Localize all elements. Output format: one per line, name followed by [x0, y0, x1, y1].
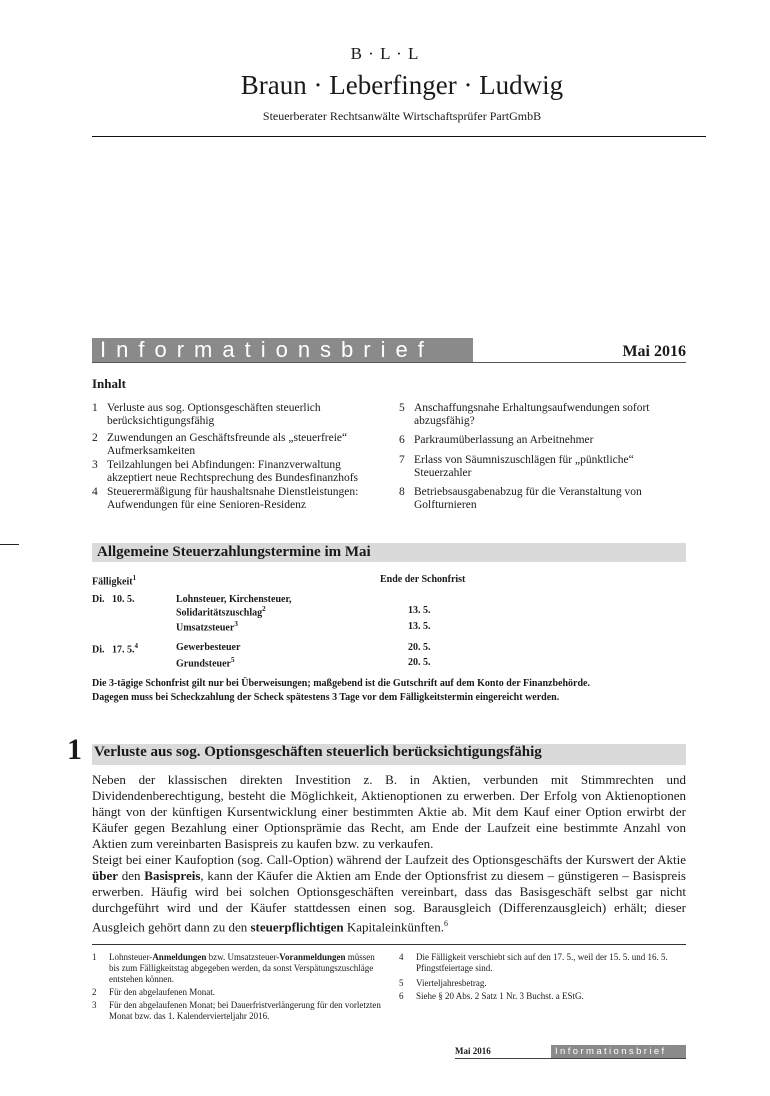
toc-number: 8: [399, 486, 405, 498]
toc-item[interactable]: [399, 486, 661, 511]
firm-monogram: B · L · L: [350, 44, 420, 63]
toc-label: Betriebsausgabenabzug für die Veranstaltung von Golfturnieren: [414, 486, 642, 511]
margin-fold-mark: [0, 544, 19, 545]
footnote: 4 Die Fälligkeit verschiebt sich auf den 17. 5., weil der 15. 5. und 16. 5. Pfingstfeiertage sind.: [399, 952, 668, 973]
toc-label: Steuerermäßigung für haushaltsnahe Dienstleistungen: Aufwendungen für eine Senioren-Residenz: [107, 486, 359, 511]
toc-number: 3: [92, 459, 98, 471]
grace-date: 20. 5.: [408, 657, 431, 668]
newsletter-banner: Informationsbrief: [92, 338, 473, 362]
firm-subtitle: Steuerberater Rechtsanwälte Wirtschaftsprüfer PartGmbB: [262, 109, 542, 123]
grace-date: 20. 5.: [408, 642, 431, 653]
toc-item[interactable]: [399, 454, 649, 479]
banner-divider: [92, 362, 686, 363]
toc-item[interactable]: [399, 402, 663, 427]
grace-period-note: Dagegen muss bei Scheckzahlung der Scheck spätestens 3 Tage vor dem Fälligkeitstermin eingereicht werden.: [92, 692, 560, 703]
article-number: 1: [67, 733, 82, 766]
letterhead-divider: [92, 136, 706, 137]
footnote: 6 Siehe § 20 Abs. 2 Satz 1 Nr. 3 Buchst. a EStG.: [399, 991, 584, 1001]
toc-number: 6: [399, 434, 405, 446]
toc-label: Teilzahlungen bei Abfindungen: Finanzverwaltung akzeptiert neue Rechtsprechung des Bundesfinanzhofs: [107, 459, 358, 484]
toc-number: 2: [92, 432, 98, 444]
column-header-grace: Ende der Schonfrist: [380, 574, 466, 585]
tax-type: Grundsteuer$^5$: [176, 656, 235, 670]
due-date: Di. 10. 5.: [92, 594, 135, 605]
firm-name: Braun · Leberfinger · Ludwig: [240, 70, 564, 100]
grace-period-note: Die 3-tägige Schonfrist gilt nur bei Überweisungen; maßgebend ist die Gutschrift auf dem Konto der Finanzbehörde.: [92, 678, 590, 689]
article-paragraph: Steigt bei einer Kaufoption (sog. Call-Option) während der Laufzeit des Optionsgeschäfts der Kurswert der Aktie über den Basispreis, kann der Käufer die Aktien am Ende der Optionsfrist zu diesem – günstigeren – Basispreis erwerben. Häufig wird bei solchen Optionsgeschäften vereinbart, dass das Basisgeschäft selbst gar nicht durchgeführt wird und der Käufer stattdessen einen sog. Barausgleich (Differenzausgleich) erhält; dieser Ausgleich gehört dann zu den steuerpflichtigen Kapitaleinkünften.$^6$: [92, 852, 686, 935]
footnote: 5 Vierteljahresbetrag.: [399, 978, 487, 988]
toc-label: Parkraumüberlassung an Arbeitnehmer: [414, 434, 594, 446]
toc-label: Zuwendungen an Geschäftsfreunde als „steuerfreie“ Aufmerksamkeiten: [107, 432, 348, 457]
toc-label: Anschaffungsnahe Erhaltungsaufwendungen sofort abzugsfähig?: [414, 402, 650, 427]
tax-type: Lohnsteuer, Kirchensteuer,: [176, 594, 292, 605]
footer-banner: Informationsbrief: [551, 1045, 686, 1058]
toc-item[interactable]: [92, 432, 354, 457]
footnote: 3 Für den abgelaufenen Monat; bei Dauerfristverlängerung für den vorletzten Monat bzw. das 1. Kalendervierteljahr 2016.: [92, 1000, 381, 1021]
newsletter-date: Mai 2016: [622, 343, 686, 360]
toc-item[interactable]: [399, 434, 679, 447]
column-header-due: Fälligkeit$^1$: [92, 574, 137, 588]
tax-type: Umsatzsteuer$^3$: [176, 620, 238, 634]
toc-label: Verluste aus sog. Optionsgeschäften steuerlich berücksichtigungsfähig: [107, 402, 321, 427]
footer-date: Mai 2016: [455, 1046, 491, 1056]
footnote-divider: [92, 944, 686, 945]
toc-label: Erlass von Säumniszuschlägen für „pünktliche“ Steuerzahler: [414, 454, 634, 479]
article-paragraph: Neben der klassischen direkten Investition z. B. in Aktien, verbunden mit Stimmrechten und Dividendenberechtigung, besteht die Möglichkeit, Aktienoptionen zu erwerben. Der Erfolg von Aktienoptionen hängt von der künftigen Kursentwicklung einer bestimmten Aktie ab. Mit dem Kauf einer Option erwirbt der Käufer gegen Bezahlung einer Optionsprämie das Recht, am Ende der Laufzeit eine bestimmte Anzahl von Aktien zum vereinbarten Basispreis zu kaufen bzw. zu verkaufen.: [92, 772, 686, 851]
toc-number: 1: [92, 402, 98, 414]
article-title: Verluste aus sog. Optionsgeschäften steuerlich berücksichtigungsfähig: [94, 744, 542, 760]
due-date: Di. 17. 5.$^4$: [92, 642, 138, 656]
grace-date: 13. 5.: [408, 605, 431, 616]
footnote: 1 Lohnsteuer-Anmeldungen bzw. Umsatzsteuer-Voranmeldungen müssen bis zum Fälligkeitstag abgegeben werden, da sonst Verspätungszuschläge entstehen können.: [92, 952, 375, 984]
toc-item[interactable]: [92, 459, 370, 484]
grace-date: 13. 5.: [408, 621, 431, 632]
footnote: 2 Für den abgelaufenen Monat.: [92, 987, 215, 997]
payment-dates-title: Allgemeine Steuerzahlungstermine im Mai: [97, 544, 371, 560]
toc-number: 4: [92, 486, 98, 498]
tax-type: Solidaritätszuschlag$^2$: [176, 605, 266, 619]
toc-item[interactable]: [92, 486, 380, 511]
footer-divider: [455, 1058, 686, 1059]
toc-item[interactable]: [92, 402, 354, 427]
tax-type: Gewerbesteuer: [176, 642, 241, 653]
toc-number: 7: [399, 454, 405, 466]
toc-number: 5: [399, 402, 405, 414]
contents-title: Inhalt: [92, 376, 126, 391]
